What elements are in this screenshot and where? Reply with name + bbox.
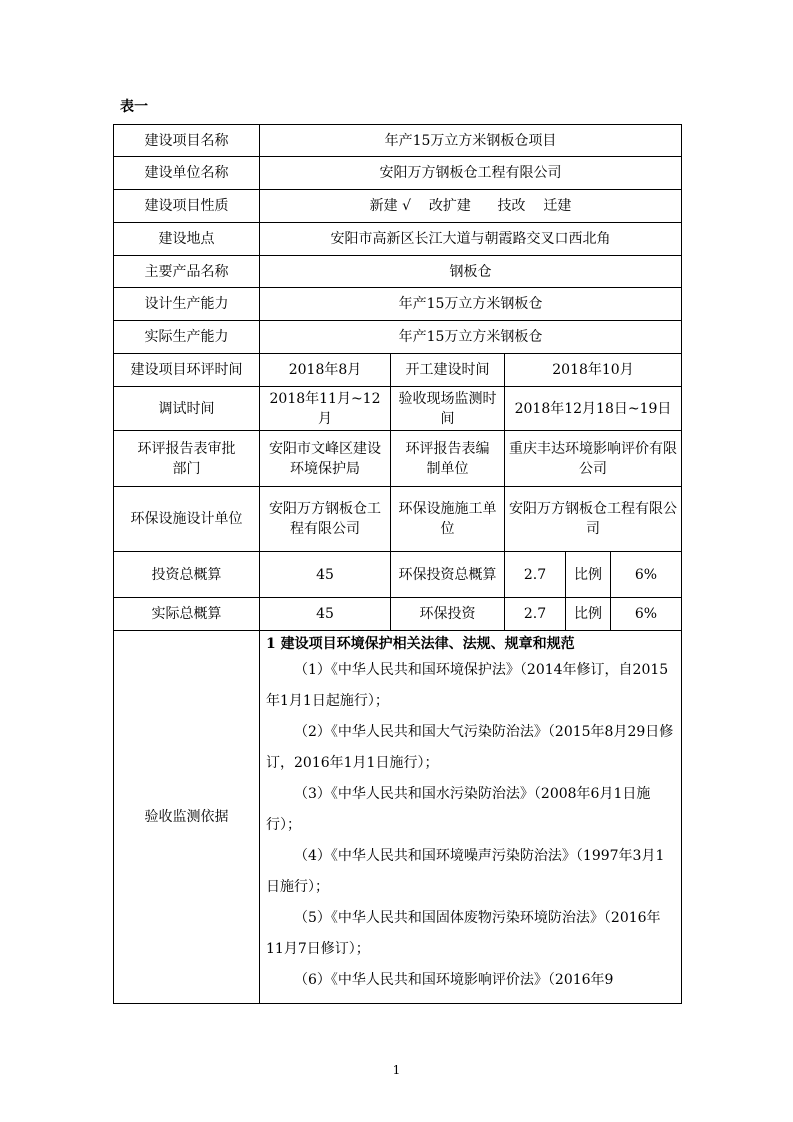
value: 安阳万方钢板仓工程有限公司 xyxy=(505,487,682,552)
label: 环保投资 xyxy=(391,598,505,631)
value: 2018年12月18日~19日 xyxy=(505,387,682,431)
value: 新建 √ 改扩建 技改 迁建 xyxy=(260,190,682,223)
label: 比例 xyxy=(566,598,611,631)
label: 环保投资总概算 xyxy=(391,552,505,598)
list-item: （6）《中华人民共和国环境影响评价法》（2016年9 xyxy=(294,972,614,988)
label: 设计生产能力 xyxy=(114,288,260,321)
table-row xyxy=(114,387,682,431)
table-row xyxy=(114,431,682,487)
value: 安阳万方钢板仓工程有限公司 xyxy=(260,157,682,190)
project-info-table xyxy=(113,124,682,1004)
value: 年产15万立方米钢板仓 xyxy=(260,321,682,354)
value: 6% xyxy=(611,598,682,631)
value: 安阳万方钢板仓工程有限公司 xyxy=(260,487,391,552)
value: 2.7 xyxy=(505,552,566,598)
label: 建设项目环评时间 xyxy=(114,354,260,387)
value: 45 xyxy=(260,552,391,598)
label: 实际生产能力 xyxy=(114,321,260,354)
label: 验收现场监测时间 xyxy=(391,387,505,431)
label: 建设地点 xyxy=(114,223,260,256)
page-number: 1 xyxy=(392,1063,401,1077)
list-item: （1）《中华人民共和国环境保护法》（2014年修订，自2015年1月1日起施行）； xyxy=(266,662,669,709)
value: 钢板仓 xyxy=(260,256,682,288)
label: 环评报告表审批部门 xyxy=(114,431,260,487)
basis-heading: 1 建设项目环境保护相关法律、法规、规章和规范 xyxy=(266,636,575,652)
table-row xyxy=(114,354,682,387)
value: 重庆丰达环境影响评价有限公司 xyxy=(505,431,682,487)
table-row xyxy=(114,631,682,1004)
value: 45 xyxy=(260,598,391,631)
value: 2018年10月 xyxy=(505,354,682,387)
table-row xyxy=(114,157,682,190)
table-row xyxy=(114,256,682,288)
label: 调试时间 xyxy=(114,387,260,431)
label: 开工建设时间 xyxy=(391,354,505,387)
table-row xyxy=(114,321,682,354)
label: 环保设施设计单位 xyxy=(114,487,260,552)
label: 主要产品名称 xyxy=(114,256,260,288)
table-row xyxy=(114,288,682,321)
table-row xyxy=(114,223,682,256)
label: 建设单位名称 xyxy=(114,157,260,190)
table-row xyxy=(114,598,682,631)
value: 年产15万立方米钢板仓项目 xyxy=(260,125,682,157)
list-item: （3）《中华人民共和国水污染防治法》（2008年6月1日施行）； xyxy=(266,786,651,833)
table-row xyxy=(114,190,682,223)
basis-content xyxy=(260,631,682,1004)
value: 6% xyxy=(611,552,682,598)
label: 投资总概算 xyxy=(114,552,260,598)
table-row xyxy=(114,552,682,598)
label: 环保设施施工单位 xyxy=(391,487,505,552)
value: 2.7 xyxy=(505,598,566,631)
label: 环评报告表编制单位 xyxy=(391,431,505,487)
label: 验收监测依据 xyxy=(114,631,260,1004)
value: 年产15万立方米钢板仓 xyxy=(260,288,682,321)
value: 2018年8月 xyxy=(260,354,391,387)
value: 安阳市文峰区建设环境保护局 xyxy=(260,431,391,487)
table-row xyxy=(114,487,682,552)
label: 实际总概算 xyxy=(114,598,260,631)
label: 建设项目名称 xyxy=(114,125,260,157)
label: 比例 xyxy=(566,552,611,598)
label: 建设项目性质 xyxy=(114,190,260,223)
value: 安阳市高新区长江大道与朝霞路交叉口西北角 xyxy=(260,223,682,256)
list-item: （2）《中华人民共和国大气污染防治法》（2015年8月29日修订，2016年1月1日施行）； xyxy=(266,724,674,771)
list-item: （4）《中华人民共和国环境噪声污染防治法》（1997年3月1日施行）； xyxy=(266,848,665,895)
value: 2018年11月~12月 xyxy=(260,387,391,431)
table-heading: 表一 xyxy=(120,99,148,115)
table-row xyxy=(114,125,682,157)
list-item: （5）《中华人民共和国固体废物污染环境防治法》（2016年11月7日修订）； xyxy=(266,910,661,957)
